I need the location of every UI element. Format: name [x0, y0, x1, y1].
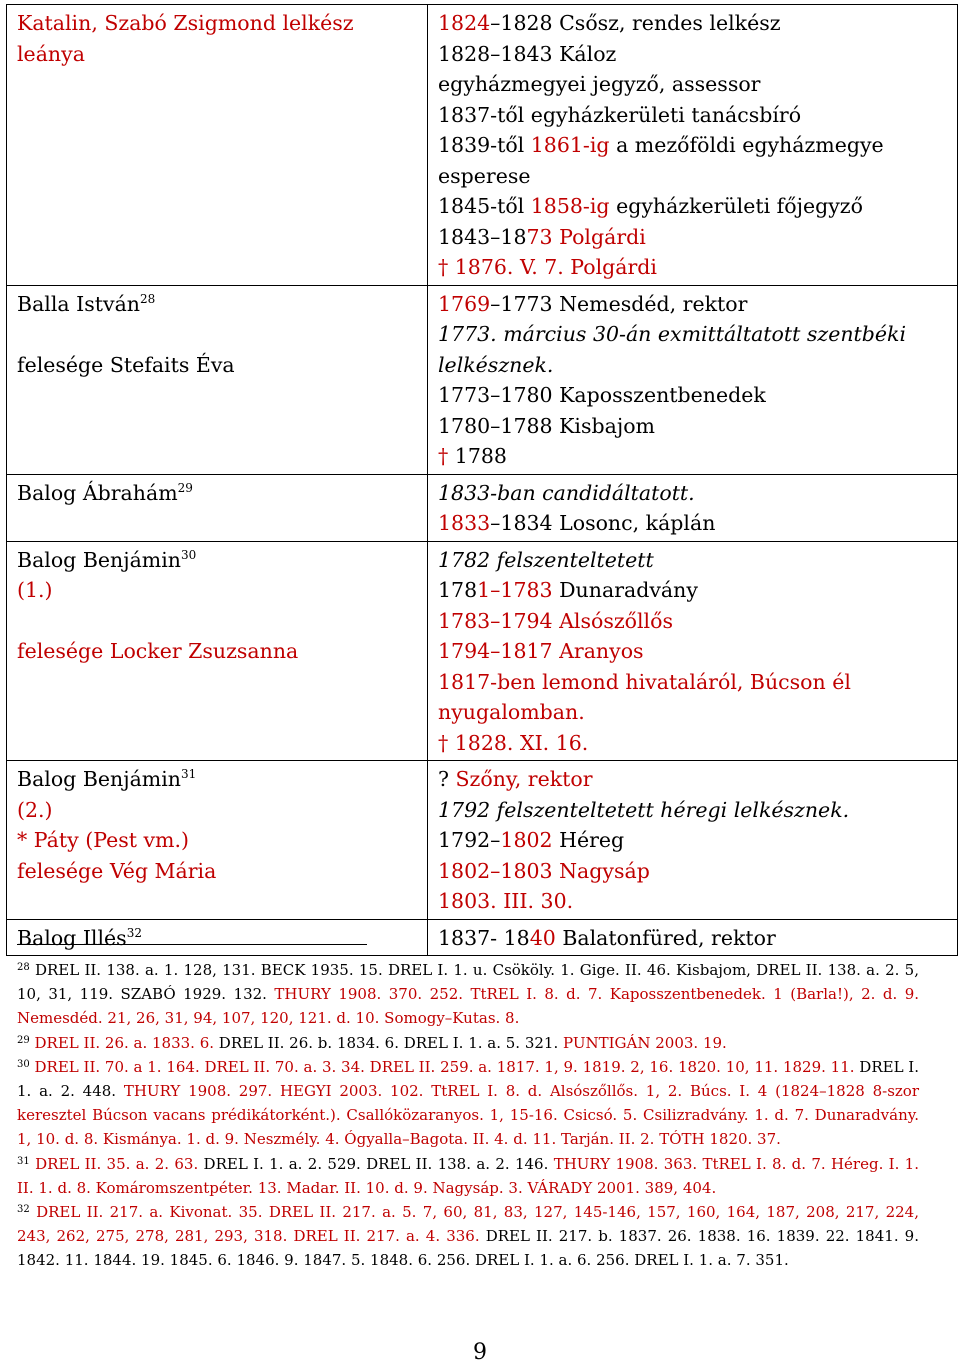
career-text: Héreg: [552, 828, 625, 852]
career-line: [438, 856, 949, 887]
person-text: Balog Benjámin: [17, 547, 181, 572]
person-text: Balla István: [17, 291, 140, 316]
footnote-number: 32: [17, 1204, 30, 1216]
career-line: [438, 728, 949, 759]
career-text: 1861-ig: [530, 133, 610, 157]
footnote-text: THURY 1908. 370. 252. TtREL I. 8. d. 7. Kaposszentbenedek. 1 (Barla!), 2. d. 9. Nemesdéd. 21, 26, 31, 94, 107, 120, 121. d. 10. Somogy–Kutas. 8.: [17, 985, 920, 1028]
person-line: [17, 575, 419, 606]
career-text: 1773. március 30-án exmittáltatott szentbéki lelkésznek.: [438, 322, 906, 377]
person-text: Balog Illés: [17, 925, 127, 950]
career-line: [438, 130, 949, 191]
footnote-ref: 29: [177, 480, 193, 495]
career-cell: [428, 761, 958, 920]
career-line: [438, 923, 949, 954]
career-line: [438, 289, 949, 320]
footnotes: [17, 958, 919, 1273]
career-line: [438, 100, 949, 131]
footnote-text: DREL II. 217. b. 1837. 26. 1838. 16. 1839. 22. 1841. 9. 1842. 11. 1844. 19. 1845. 6. 1846. 9. 1847. 5. 1848. 6. 256. DREL I. 1. a. 6. 256. DREL I. 1. a. 7. 351.: [17, 1227, 919, 1270]
career-cell: [428, 919, 958, 956]
table-row: [7, 285, 958, 474]
footnote-ref: 32: [126, 925, 142, 940]
career-text: 1788: [454, 444, 507, 468]
person-line: [17, 636, 419, 667]
footnote-ref: 30: [181, 547, 197, 562]
career-line: [438, 886, 949, 917]
career-text: egyházmegyei jegyző, assessor: [438, 72, 761, 96]
career-cell: [428, 541, 958, 761]
career-line: [438, 795, 949, 826]
footnote-separator: [17, 944, 367, 945]
person-line: [17, 478, 419, 509]
career-text: 1845-től: [438, 194, 531, 218]
career-text: Balatonfüred, rektor: [555, 925, 776, 950]
footnote-number: 30: [17, 1058, 30, 1070]
career-text: 1773–1780 Kaposszentbenedek: [438, 383, 766, 407]
person-cell: [7, 285, 428, 474]
person-text: felesége Vég Mária: [17, 858, 217, 883]
career-text: –1828 Csősz, rendes lelkész: [490, 11, 781, 35]
career-line: [438, 319, 949, 380]
career-text: 1802–1803 Nagysáp: [438, 858, 650, 883]
table-row: [7, 541, 958, 761]
person-text: * Páty (Pest vm.): [17, 828, 190, 852]
career-line: [438, 252, 949, 283]
career-text: –1773 Nemesdéd, rektor: [490, 291, 748, 316]
footnote-number: 28: [17, 962, 30, 973]
person-line: [17, 825, 419, 856]
career-text: 1782 felszenteltetett: [438, 547, 654, 572]
career-text: 73 Polgárdi: [526, 224, 646, 249]
career-cell: [428, 474, 958, 541]
person-line: [17, 545, 419, 576]
career-text: a mezőföldi egyházmegye esperese: [438, 133, 884, 188]
person-text: felesége Locker Zsuzsanna: [17, 639, 299, 663]
career-text: –1834 Losonc, káplán: [490, 511, 716, 535]
person-cell: [7, 5, 428, 286]
career-text: † 1828. XI. 16.: [438, 730, 589, 755]
career-cell: [428, 5, 958, 286]
career-line: [438, 606, 949, 637]
person-cell: [7, 474, 428, 541]
clergy-table-body: [7, 5, 958, 956]
career-text: 1828–1843 Káloz: [438, 41, 617, 66]
person-text: Katalin, Szabó Zsigmond lelkész leánya: [17, 11, 354, 66]
career-text: 1839-től: [438, 133, 531, 157]
career-line: [438, 636, 949, 667]
career-line: [438, 69, 949, 100]
person-line: [17, 923, 419, 954]
page-number: 9: [473, 1340, 487, 1365]
table-row: [7, 919, 958, 956]
career-line: [438, 380, 949, 411]
career-text: 1837-től egyházkerületi tanácsbíró: [438, 102, 802, 127]
person-text: felesége Stefaits Éva: [17, 352, 235, 377]
footnote-ref: 28: [140, 291, 156, 306]
career-line: [438, 478, 949, 509]
footnote-text: DREL II. 70. a 1. 164. DREL II. 70. a. 3. 34. DREL II. 259. a. 1817. 1, 9. 1819. 2, 16. 1820. 10, 11. 1829. 11.: [34, 1057, 855, 1076]
career-text: 1794–1817 Aranyos: [438, 639, 644, 663]
career-line: [438, 545, 949, 576]
career-line: [438, 8, 949, 39]
career-text: 178: [438, 578, 478, 602]
footnote-text: THURY 1908. 363. TtREL I. 8. d. 7. Héreg. I. 1. II. 1. d. 8. Komáromszentpéter. 13. Madar. II. 10. d. 9. Nagysáp. 3. VÁRADY 2001. 389, 404.: [17, 1154, 919, 1197]
career-cell: [428, 285, 958, 474]
footnote-text: DREL II. 26. a. 1833. 6.: [34, 1033, 215, 1052]
clergy-table: [6, 4, 958, 956]
line-gap: [17, 606, 419, 637]
career-line: [438, 411, 949, 442]
footnote-text: DREL II. 138. a. 1. 128, 131. BECK 1935. 15. DREL I. 1. u. Csököly. 1. Gige. II. 46. Kisbajom, DREL II. 138. a. 2. 5, 10, 31, 119. SZABÓ 1929. 132.: [17, 961, 919, 1004]
career-text: 40: [529, 925, 556, 950]
career-text: 1–1783: [477, 578, 553, 602]
career-text: 1833: [438, 511, 491, 535]
footnote: [17, 1031, 919, 1055]
career-text: 1780–1788 Kisbajom: [438, 413, 655, 438]
career-text: Dunaradvány: [552, 578, 698, 602]
person-line: [17, 350, 419, 381]
career-text: 1802: [500, 828, 553, 852]
career-line: [438, 39, 949, 70]
footnote: [17, 958, 919, 1031]
career-line: [438, 667, 949, 728]
career-text: 1803. III. 30.: [438, 889, 574, 913]
career-text: 1769: [438, 291, 491, 316]
line-gap: [17, 319, 419, 350]
career-text: 1843–18: [438, 224, 527, 249]
person-cell: [7, 919, 428, 956]
career-text: 1824: [438, 11, 491, 35]
person-line: [17, 8, 419, 69]
career-text: 1783–1794 Alsószőllős: [438, 608, 673, 633]
footnote-text: PUNTIGÁN 2003. 19.: [563, 1033, 727, 1052]
career-line: [438, 825, 949, 856]
career-text: 1833-ban candidáltatott.: [438, 480, 695, 505]
footnote-text: DREL II. 35. a. 2. 63.: [35, 1154, 199, 1173]
career-line: [438, 441, 949, 472]
career-line: [438, 191, 949, 222]
career-text: 1837- 18: [438, 925, 530, 950]
footnote-text: DREL I. 1. a. 2. 529. DREL II. 138. a. 2. 146.: [198, 1154, 554, 1173]
table-row: [7, 474, 958, 541]
footnote-text: DREL I. 1. a. 2. 448.: [17, 1057, 919, 1101]
career-line: [438, 575, 949, 606]
table-row: [7, 5, 958, 286]
career-text: † 1876. V. 7. Polgárdi: [438, 255, 657, 279]
person-line: [17, 289, 419, 320]
career-text: 1858-ig: [530, 194, 610, 218]
career-text: Szőny, rektor: [455, 767, 593, 791]
person-text: Balog Benjámin: [17, 767, 181, 791]
footnote-text: DREL II. 26. b. 1834. 6. DREL I. 1. a. 5. 321.: [214, 1033, 564, 1052]
footnote: [17, 1055, 919, 1152]
person-line: [17, 856, 419, 887]
footnote: [17, 1152, 919, 1200]
career-text: 1792 felszenteltetett héregi lelkésznek.: [438, 797, 850, 822]
career-line: [438, 508, 949, 539]
career-line: [438, 764, 949, 795]
table-row: [7, 761, 958, 920]
person-line: [17, 795, 419, 826]
footnote-number: 31: [17, 1155, 30, 1167]
footnote-number: 29: [17, 1034, 30, 1046]
career-text: 1792–: [438, 828, 501, 852]
person-text: (2.): [17, 797, 53, 822]
person-text: Balog Ábrahám: [17, 480, 178, 505]
footnote-ref: 31: [181, 767, 197, 781]
footnote-text: DREL II. 217. a. Kivonat. 35. DREL II. 217. a. 5. 7, 60, 81, 83, 127, 145-146, 157, 160, 164, 187, 208, 217, 224, 243, 262, 275, 278, 281, 293, 318. DREL II. 217. a. 4. 336.: [17, 1203, 919, 1246]
career-text: ?: [438, 767, 456, 791]
career-line: [438, 222, 949, 253]
career-text: 1817-ben lemond hivataláról, Búcson él nyugalomban.: [438, 669, 851, 724]
person-line: [17, 764, 419, 795]
career-text: †: [438, 444, 455, 468]
person-cell: [7, 761, 428, 920]
person-cell: [7, 541, 428, 761]
footnote-text: THURY 1908. 297. HEGYI 2003. 102. TtREL I. 8. d. Alsószőllős. 1, 2. Búcs. I. 4 (1824–1828 8-szor keresztel Búcson vacans prédikátorként.). Csallóközaranyos. 1, 15-16. Csicsó. 5. Csilizradvány. 1. d. 7. Dunaradvány. 1, 10. d. 8. Kismánya. 1. d. 9. Neszmély. 4. Ógyalla–Bagota. II. 4. d. 11. Tarján. II. 2. TÓTH 1820. 37.: [17, 1082, 919, 1149]
career-text: egyházkerületi főjegyző: [609, 194, 863, 218]
person-text: (1.): [17, 578, 53, 602]
footnote: [17, 1200, 919, 1273]
